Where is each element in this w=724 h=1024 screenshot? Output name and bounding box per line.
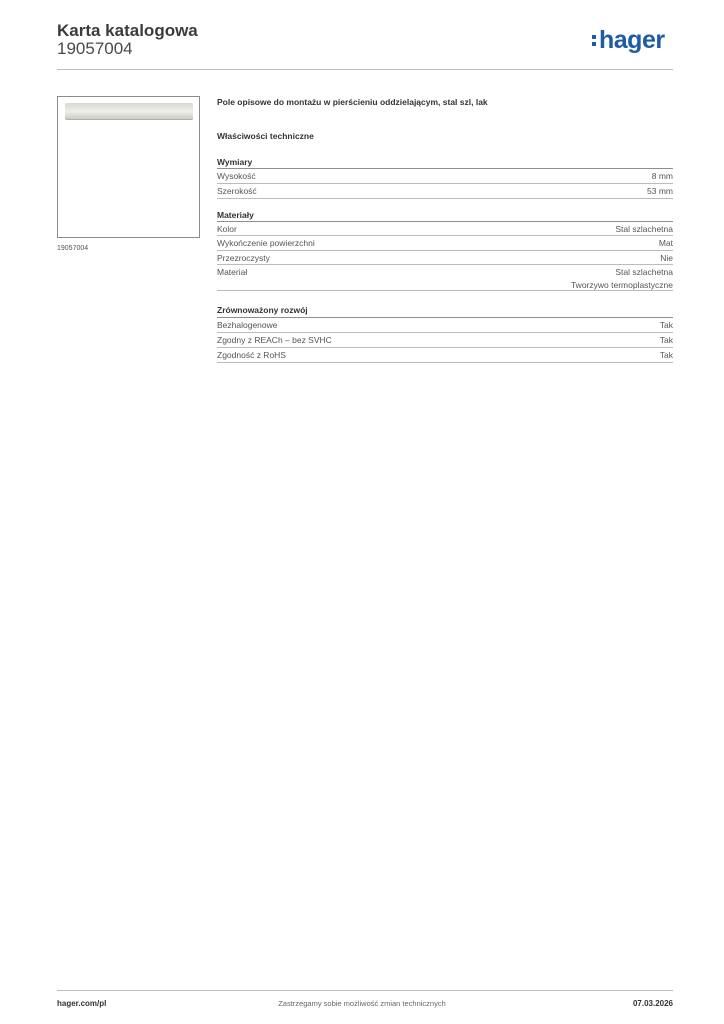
footer-date: 07.03.2026: [632, 999, 673, 1008]
spec-value: Stal szlachetna: [615, 267, 673, 277]
spec-value: 53 mm: [647, 186, 673, 196]
spec-row: [217, 265, 673, 291]
document-title: Karta katalogowa: [57, 21, 198, 40]
spec-value: Stal szlachetna: [615, 224, 673, 234]
spec-label: Szerokość: [217, 186, 257, 196]
spec-label: Przezroczysty: [217, 253, 270, 263]
spec-label: Materiał: [217, 267, 248, 277]
spec-value: Mat: [658, 238, 673, 248]
spec-value-secondary: Tworzywo termoplastyczne: [570, 280, 673, 290]
spec-label: Zgodność z RoHS: [217, 350, 286, 360]
spec-row: [217, 184, 673, 199]
spec-label: Zgodny z REACh – bez SVHC: [217, 335, 332, 345]
hager-logo: [592, 26, 665, 55]
spec-row: [217, 333, 673, 348]
spec-value: Tak: [659, 335, 673, 345]
spec-value: Tak: [659, 320, 673, 330]
logo-dots-icon: [592, 35, 597, 49]
footer-website: hager.com/pl: [57, 999, 107, 1008]
header-divider: [57, 69, 673, 70]
spec-label: Wysokość: [217, 171, 256, 181]
spec-value: Nie: [660, 253, 673, 263]
footer-disclaimer: Zastrzegamy sobie możliwość zmian technicznych: [278, 999, 446, 1008]
logo-text: hager: [599, 26, 665, 54]
spec-value: Tak: [659, 350, 673, 360]
group-heading-zrownowazony-rozwoj: Zrównoważony rozwój: [217, 305, 308, 315]
spec-row: [217, 236, 673, 251]
product-code: 19057004: [57, 39, 133, 58]
spec-label: Wykończenie powierzchni: [217, 238, 315, 248]
specs-heading: Właściwości techniczne: [217, 131, 314, 141]
spec-row: [217, 222, 673, 236]
product-image: [57, 96, 200, 238]
spec-row: [217, 169, 673, 184]
product-label-strip: [65, 103, 193, 120]
spec-label: Bezhalogenowe: [217, 320, 278, 330]
product-title: Pole opisowe do montażu w pierścieniu oddzielającym, stal szl, lak: [217, 97, 488, 107]
footer-divider: [57, 990, 673, 991]
spec-row: [217, 251, 673, 265]
product-image-caption: 19057004: [57, 245, 89, 252]
spec-row: [217, 348, 673, 363]
spec-label: Kolor: [217, 224, 237, 234]
group-heading-materialy: Materiały: [217, 210, 254, 220]
spec-row: [217, 318, 673, 333]
spec-value: 8 mm: [651, 171, 673, 181]
group-heading-wymiary: Wymiary: [217, 157, 253, 167]
